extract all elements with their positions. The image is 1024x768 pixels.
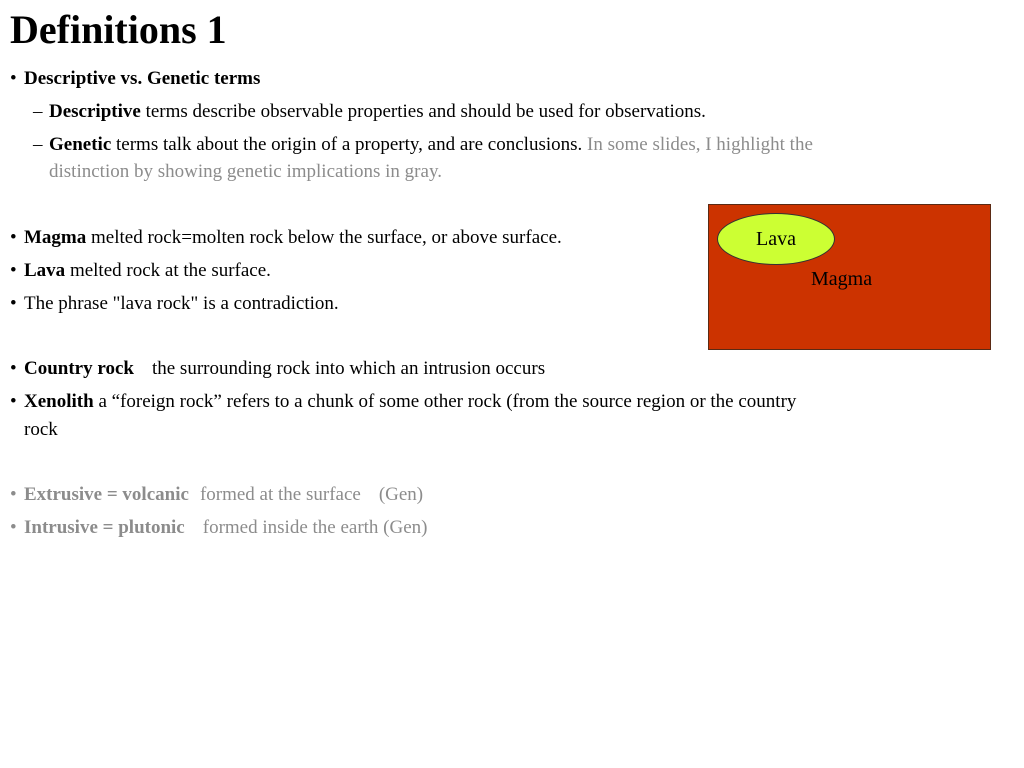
term-xenolith: Xenolith — [24, 391, 94, 412]
bullet-marker: • — [10, 68, 17, 89]
term-genetic: Genetic — [49, 134, 112, 155]
bullet-marker: • — [10, 293, 17, 314]
bullet-marker: • — [10, 484, 17, 505]
text-extrusive: formed at the surface — [199, 484, 361, 505]
text-lava: melted rock at the surface. — [65, 260, 271, 281]
lava-label: Lava — [756, 227, 796, 250]
term-country-rock: Country rock — [24, 358, 134, 379]
bullet-marker: • — [10, 517, 17, 538]
slide-title: Definitions 1 — [10, 7, 227, 52]
dash-marker: – — [33, 134, 43, 155]
text-country-rock: the surrounding rock into which an intrusion occurs — [151, 358, 546, 379]
text-genetic: terms talk about the origin of a property, and are conclusions. — [111, 134, 588, 155]
term-extrusive: Extrusive = volcanic — [24, 484, 189, 505]
term-magma: Magma — [24, 227, 87, 248]
dash-marker: – — [33, 101, 43, 122]
text-xenolith-continued: rock — [24, 419, 58, 440]
text-extrusive-gen: (Gen) — [378, 484, 424, 505]
magma-label: Magma — [811, 268, 873, 290]
text-lava-rock-phrase: The phrase "lava rock" is a contradiction. — [24, 293, 339, 314]
term-descriptive: Descriptive — [49, 101, 141, 122]
text-intrusive: formed inside the earth (Gen) — [202, 517, 428, 538]
magma-lava-diagram — [708, 204, 991, 350]
heading-descriptive-vs-genetic: Descriptive vs. Genetic terms — [24, 68, 261, 89]
bullet-marker: • — [10, 260, 17, 281]
text-magma: melted rock=molten rock below the surface, or above surface. — [86, 227, 562, 248]
term-lava: Lava — [24, 260, 66, 281]
bullet-marker: • — [10, 391, 17, 412]
bullet-marker: • — [10, 358, 17, 379]
bullet-marker: • — [10, 227, 17, 248]
term-intrusive: Intrusive = plutonic — [24, 517, 185, 538]
lava-oval — [717, 213, 835, 265]
genetic-note-gray-continued: distinction by showing genetic implications in gray. — [49, 161, 442, 182]
genetic-note-gray: In some slides, I highlight the — [587, 134, 813, 155]
text-xenolith: a “foreign rock” refers to a chunk of some other rock (from the source region or the country — [93, 391, 797, 412]
text-descriptive: terms describe observable properties and should be used for observations. — [140, 101, 706, 122]
